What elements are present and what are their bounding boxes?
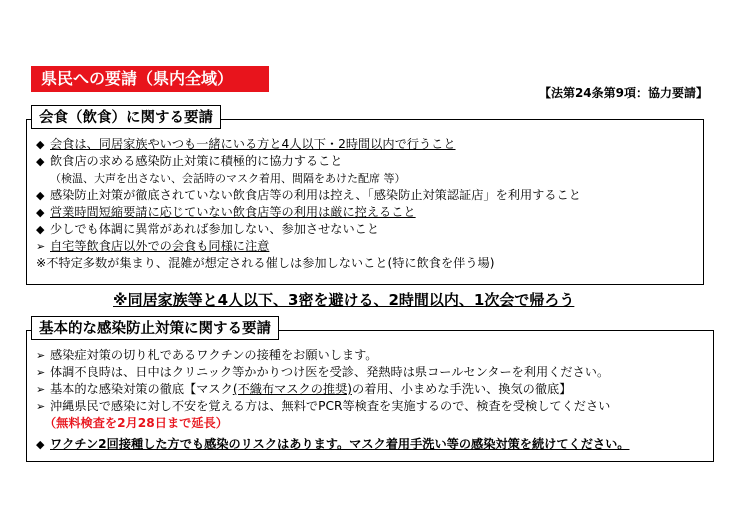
arrow-bullet-icon: ➢: [36, 400, 46, 413]
diamond-bullet-icon: ◆: [36, 438, 45, 451]
list-item: ➢ 体調不良時は、日中はクリニック等かかりつけ医を受診、発熱時は県コールセンターを利用ください。: [36, 365, 610, 379]
list-item: ◆ 少しでも体調に異常があれば参加しない、参加させないこと: [36, 222, 380, 236]
law-reference: 【法第24条第9項：協力要請】: [538, 86, 708, 100]
list-item: ◆ 飲食店の求める感染防止対策に積極的に協力すること: [36, 154, 343, 168]
list-item: ➢ 沖縄県民で感染に対し不安を覚える方は、無料でPCR等検査を実施するので、検査を受検してください: [36, 399, 611, 413]
list-item: ◆ 会食は、同居家族やいつも一緒にいる方と4人以下・2時間以内で行うこと: [36, 137, 456, 151]
list-item: ◆ 感染防止対策が徹底されていない飲食店等の利用は控え、「感染防止対策認証店」を利用すること: [36, 188, 581, 202]
list-item: ◆ 営業時間短縮要請に応じていない飲食店等の利用は厳に控えること: [36, 205, 416, 219]
slogan: ※同居家族等と4人以下、3密を避ける、2時間以内、1次会で帰ろう: [113, 291, 575, 309]
list-item: ➢ 基本的な感染対策の徹底【マスク(不織布マスクの推奨)の着用、小まめな手洗い、換気の徹底】: [36, 382, 572, 396]
diamond-bullet-icon: ◆: [36, 223, 45, 236]
section1-label: 会食（飲食）に関する要請: [31, 105, 221, 129]
diamond-bullet-icon: ◆: [36, 206, 45, 219]
arrow-bullet-icon: ➢: [36, 366, 46, 379]
list-item: ➢ 自宅等飲食店以外での会食も同様に注意: [36, 239, 270, 253]
list-item-note-red: （無料検査を2月28日まで延長）: [44, 416, 228, 430]
list-item: ➢ 感染症対策の切り札であるワクチンの接種をお願いします。: [36, 348, 378, 362]
arrow-bullet-icon: ➢: [36, 383, 46, 396]
list-item-note: （検温、大声を出さない、会話時のマスク着用、間隔をあけた配席 等）: [50, 172, 406, 185]
diamond-bullet-icon: ◆: [36, 138, 45, 151]
arrow-bullet-icon: ➢: [36, 349, 46, 362]
page-title-badge: 県民への要請（県内全域）: [31, 66, 269, 92]
list-item-footnote: ※不特定多数が集まり、混雑が想定される催しは参加しないこと(特に飲食を伴う場): [36, 256, 495, 270]
diamond-bullet-icon: ◆: [36, 155, 45, 168]
section1-box: [26, 119, 704, 285]
section2-box: [26, 330, 714, 462]
arrow-bullet-icon: ➢: [36, 240, 46, 253]
section2-label: 基本的な感染防止対策に関する要請: [31, 316, 279, 340]
list-item: ◆ ワクチン2回接種した方でも感染のリスクはあります。マスク着用手洗い等の感染対策を続けてください。: [36, 437, 630, 451]
diamond-bullet-icon: ◆: [36, 189, 45, 202]
